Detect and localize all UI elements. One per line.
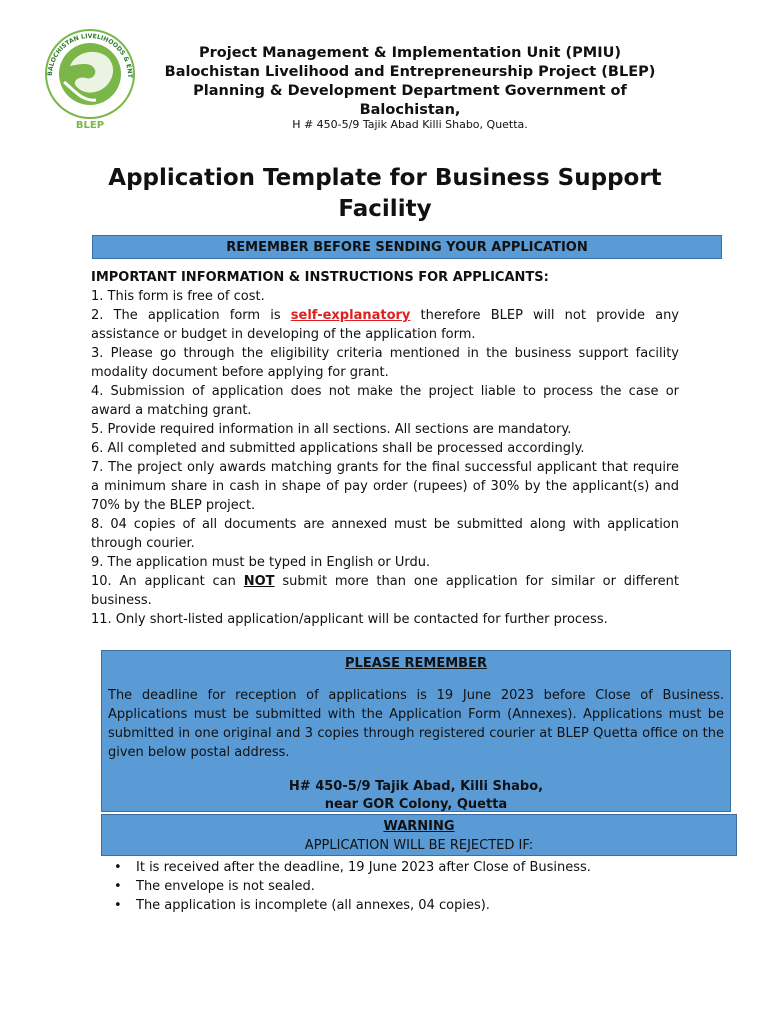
instruction-item-2 — [91, 306, 679, 344]
instruction-item-5: 5. Provide required information in all sections. All sections are mandatory. — [91, 422, 572, 437]
instruction-item-7: 7. The project only awards matching grants for the final successful applicant that require a minimum share in cash in shape of pay order (rupees) of 30% by the applicant(s) and 70% by the BLEP project. — [91, 460, 679, 513]
blep-logo — [36, 16, 144, 132]
remember-banner: REMEMBER BEFORE SENDING YOUR APPLICATION — [92, 235, 722, 259]
warning-heading: WARNING — [383, 819, 455, 834]
list-item: • The application is incomplete (all annexes, 04 copies). — [110, 896, 670, 915]
instruction-item-10 — [91, 572, 679, 610]
rejection-list — [110, 858, 670, 915]
instruction-item-6: 6. All completed and submitted applications shall be processed accordingly. — [91, 441, 585, 456]
please-remember-body: The deadline for reception of applications is 19 June 2023 before Close of Business. Applications must be submitted with the Application Form (Annexes). Applications must be submitted in one original and 3 copies through registered courier at BLEP Quetta office on the given below postal address. — [108, 688, 724, 760]
list-item: • The envelope is not sealed. — [110, 877, 670, 896]
self-explanatory-emphasis: self-explanatory — [290, 308, 411, 323]
header-line-1: Project Management & Implementation Unit (PMIU) — [198, 45, 622, 61]
instruction-item-4: 4. Submission of application does not make the project liable to process the case or award a matching grant. — [91, 384, 679, 418]
instruction-item-8: 8. 04 copies of all documents are annexed must be submitted along with application through courier. — [91, 517, 679, 551]
not-emphasis: NOT — [243, 574, 275, 589]
postal-address-line-2: near GOR Colony, Quetta — [324, 797, 508, 812]
instruction-item-10-pre: 10. An applicant can — [91, 574, 244, 589]
warning-subheading: APPLICATION WILL BE REJECTED IF: — [304, 838, 534, 853]
please-remember-box — [101, 650, 731, 812]
header-line-3: Planning & Development Department Government of — [193, 83, 627, 99]
instruction-item-3: 3. Please go through the eligibility criteria mentioned in the business support facility modality document before applying for grant. — [91, 346, 679, 380]
logo-label: BLEP — [75, 120, 105, 131]
instruction-item-11: 11. Only short-listed application/applicant will be contacted for further process. — [91, 612, 608, 627]
please-remember-heading: PLEASE REMEMBER — [345, 656, 487, 671]
header-line-4: Balochistan, — [359, 102, 461, 118]
title-line-2: Facility — [338, 196, 432, 222]
logo-ring-text: BALOCHISTAN LIVELIHOODS & ENT — [46, 32, 134, 79]
title-line-1: Application Template for Business Support — [108, 165, 662, 191]
warning-box — [101, 814, 737, 856]
instruction-item-2-pre: 2. The application form is — [91, 308, 291, 323]
instruction-item-9: 9. The application must be typed in English or Urdu. — [91, 555, 431, 570]
instructions-section — [91, 268, 679, 629]
header-line-2: Balochistan Livelihood and Entrepreneurship Project (BLEP) — [164, 64, 656, 80]
header-address: H # 450-5/9 Tajik Abad Killi Shabo, Quetta. — [292, 118, 528, 131]
list-item: • It is received after the deadline, 19 June 2023 after Close of Business. — [110, 858, 670, 877]
postal-address-line-1: H# 450-5/9 Tajik Abad, Killi Shabo, — [288, 779, 544, 794]
instruction-item-10-post: submit more than one application for similar or different business. — [91, 574, 679, 608]
postal-address — [102, 778, 730, 814]
page-title — [60, 163, 710, 225]
instruction-item-2-post: therefore BLEP will not provide any assistance or budget in developing of the application form. — [91, 308, 679, 342]
instruction-item-1: 1. This form is free of cost. — [91, 289, 265, 304]
instructions-heading: IMPORTANT INFORMATION & INSTRUCTIONS FOR APPLICANTS: — [91, 270, 549, 285]
